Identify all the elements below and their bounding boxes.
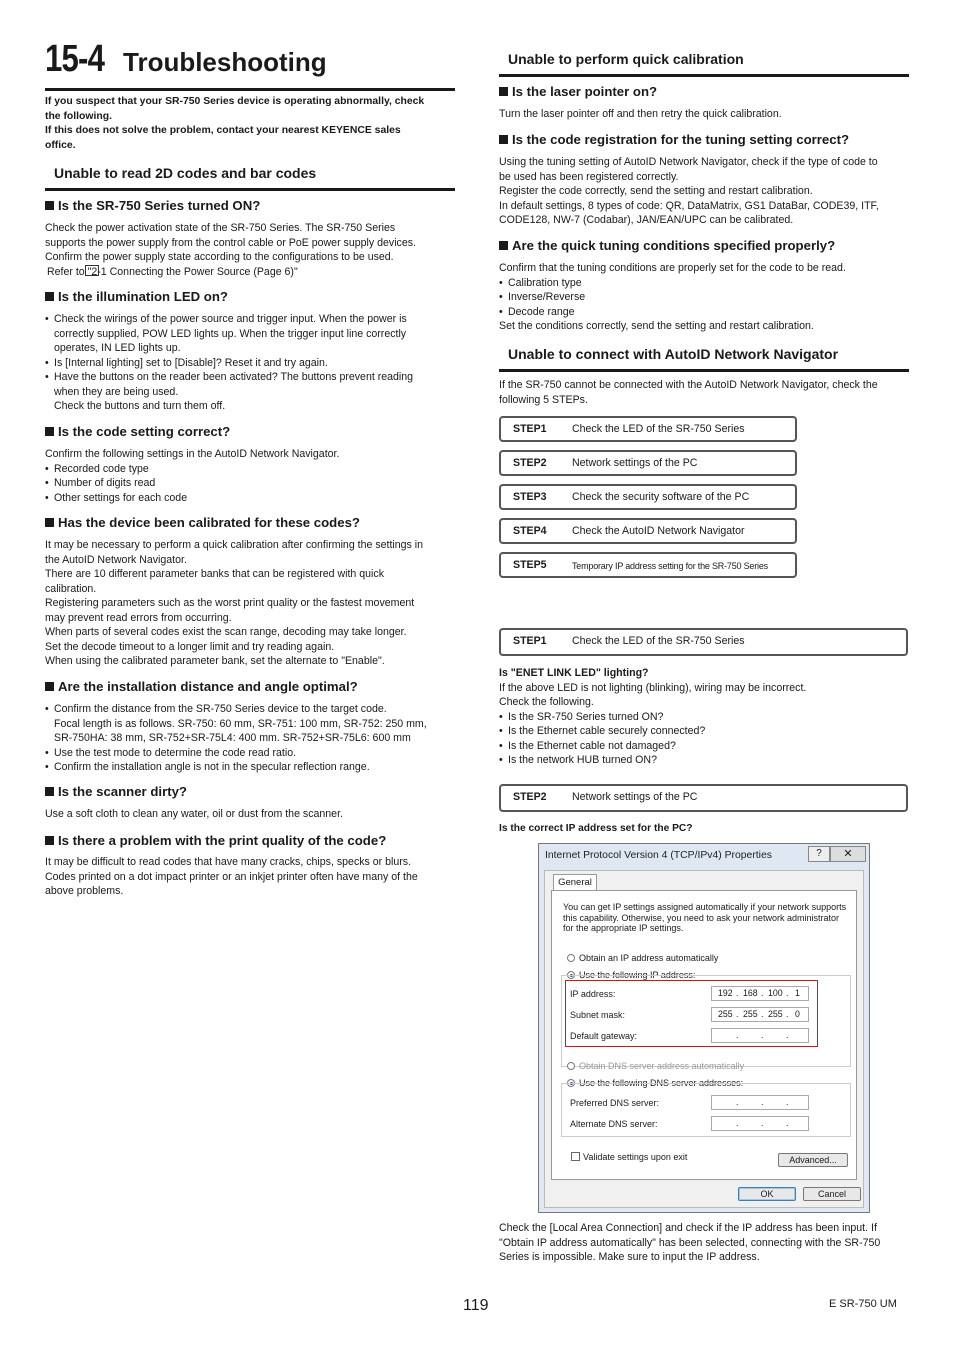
subnet-mask-field[interactable]: 255 . 255 . 255 . 0 — [711, 1007, 809, 1022]
square-bullet-icon — [45, 836, 54, 845]
step1-detail-text: Is "ENET LINK LED" lighting? If the above LED is not lighting (blinking), wiring may be incorrect. Check the following. • Is the SR-750 Series turned ON? • Is the Ethernet cable securely connected? • Is the Ethernet cable not damaged? • Is the network HUB turned ON? — [499, 666, 806, 768]
use-ip-radio[interactable]: Use the following IP address: — [567, 970, 695, 980]
help-icon[interactable]: ? — [808, 846, 830, 862]
answer-led: • Check the wirings of the power source and trigger input. When the power is correctly supplied, POW LED lights up. When the trigger input line correctly operates, IN LED lights up. • Is [Internal lighting] set to [Disable]? Reset it and try again. • Have the buttons on the reader been activated? The buttons prevent reading when they are being used. Check the buttons and turn them off. — [45, 312, 413, 414]
step2-detail-box: STEP2 Network settings of the PC — [499, 784, 908, 812]
chapter-number: 15-4 — [45, 38, 105, 80]
step-box-4: STEP4 Check the AutoID Network Navigator — [499, 518, 797, 544]
obtain-dns-radio[interactable]: Obtain DNS server address automatically — [567, 1061, 744, 1071]
section-title-read-codes: Unable to read 2D codes and bar codes — [45, 165, 455, 191]
question-laser-pointer: Is the laser pointer on? — [499, 84, 657, 99]
preferred-dns-label: Preferred DNS server: — [570, 1098, 660, 1108]
answer-code-registration: Using the tuning setting of AutoID Network Navigator, check if the type of code to be used has been registered correctly. Register the code correctly, send the setting and restart calibration. In default settings, 8 types of code: QR, DataMatrix, GS1 DataBar, CODE39, ITF, CODE128, NW-7 (Codabar), JAN/EAN/UPC can be calibrated. — [499, 156, 879, 226]
section-title-quick-calibration: Unable to perform quick calibration — [499, 51, 909, 77]
answer-power: Check the power activation state of the SR-750 Series. The SR-750 Series supports the power supply from the control cable or PoE power supply devices. Confirm the power supply state according to the configurations to be used. Refer to "2-1 Connecting the Power Source (Page 6)" — [45, 222, 416, 278]
obtain-ip-radio[interactable]: Obtain an IP address automatically — [567, 953, 718, 963]
question-dirty: Is the scanner dirty? — [45, 784, 187, 799]
question-calibration: Has the device been calibrated for these codes? — [45, 515, 360, 530]
answer-code-setting: Confirm the following settings in the AutoID Network Navigator. • Recorded code type • Number of digits read • Other settings for each code — [45, 447, 339, 505]
use-dns-radio[interactable]: Use the following DNS server addresses: — [567, 1078, 743, 1088]
question-code-registration: Is the code registration for the tuning setting correct? — [499, 132, 849, 147]
answer-print-quality: It may be difficult to read codes that have many cracks, chips, specks or blurs. Codes printed on a dot impact printer or an inkjet printer often have many of the above problems. — [45, 856, 418, 897]
alternate-dns-field[interactable]: . . . — [711, 1116, 809, 1131]
step1-detail-box: STEP1 Check the LED of the SR-750 Series — [499, 628, 908, 656]
dialog-title: Internet Protocol Version 4 (TCP/IPv4) Properties — [545, 850, 772, 861]
question-power: Is the SR-750 Series turned ON? — [45, 198, 260, 213]
ip-address-label: IP address: — [570, 989, 616, 999]
step2-heading: Is the correct IP address set for the PC? — [499, 823, 693, 834]
checkbox-icon — [571, 1152, 580, 1161]
question-led: Is the illumination LED on? — [45, 289, 228, 304]
default-gateway-label: Default gateway: — [570, 1031, 638, 1041]
alternate-dns-label: Alternate DNS server: — [570, 1119, 658, 1129]
page-ref-link[interactable]: Refer to "2-1 Connecting the Power Source (Page 6)" — [47, 265, 298, 278]
square-bullet-icon — [45, 518, 54, 527]
chapter-title: Troubleshooting — [123, 47, 327, 77]
ip-address-field[interactable]: 192 . 168 . 100 . 1 — [711, 986, 809, 1001]
cancel-button[interactable]: Cancel — [803, 1187, 861, 1201]
preferred-dns-field[interactable]: . . . — [711, 1095, 809, 1110]
intro-text: If you suspect that your SR-750 Series device is operating abnormally, check the following. If this does not solve the problem, contact your nearest KEYENCE sales office. — [45, 96, 425, 151]
question-distance-angle: Are the installation distance and angle optimal? — [45, 679, 358, 694]
answer-tuning-conditions: Confirm that the tuning conditions are properly set for the code to be read. • Calibration type • Inverse/Reverse • Decode range Set the conditions correctly, send the setting and restart calibration. — [499, 261, 846, 334]
tab-general[interactable]: General — [553, 874, 597, 891]
default-gateway-field[interactable]: . . . — [711, 1028, 809, 1043]
manual-reference: E SR-750 UM — [829, 1298, 897, 1310]
answer-calibration: It may be necessary to perform a quick calibration after confirming the settings in the AutoID Network Navigator. There are 10 different parameter banks that can be registered with quick calibration. Registering parameters such as the worst print quality or the fastest movement may prevent read errors from occurring. When parts of several codes exist the scan range, decoding may take longer. Set the decode timeout to a longer limit and try reading again. When using the calibrated parameter bank, set the alternate to "Enable". — [45, 539, 424, 667]
square-bullet-icon — [45, 427, 54, 436]
subnet-mask-label: Subnet mask: — [570, 1010, 626, 1020]
answer-distance-angle: • Confirm the distance from the SR-750 Series device to the target code. Focal length is as follows. SR-750: 60 mm, SR-751: 100 mm, SR-752: 250 mm, SR-750HA: 38 mm, SR-752+SR-75L4: 400 mm. SR-752+SR-75L6: 600 mm • Use the test mode to determine the code read ratio. • Confirm the installation angle is not in the specular reflection range. — [45, 702, 427, 775]
step-box-3: STEP3 Check the security software of the PC — [499, 484, 797, 510]
question-tuning-conditions: Are the quick tuning conditions specified properly? — [499, 238, 835, 253]
validate-checkbox[interactable]: Validate settings upon exit — [571, 1152, 687, 1162]
dialog-description: You can get IP settings assigned automatically if your network supports this capability. Otherwise, you need to ask your network administrator for the appropriate IP settings. — [563, 902, 847, 933]
step-box-1: STEP1 Check the LED of the SR-750 Series — [499, 416, 797, 442]
step-box-2: STEP2 Network settings of the PC — [499, 450, 797, 476]
section-title-connect-navigator: Unable to connect with AutoID Network Navigator — [499, 346, 909, 372]
dialog-body — [544, 870, 864, 1208]
connect-intro: If the SR-750 cannot be connected with the AutoID Network Navigator, check the following 5 STEPs. — [499, 379, 878, 406]
square-bullet-icon — [499, 135, 508, 144]
step-box-5: STEP5 Temporary IP address setting for the SR-750 Series — [499, 552, 797, 578]
radio-icon — [567, 954, 575, 962]
answer-laser-pointer: Turn the laser pointer off and then retry the quick calibration. — [499, 108, 782, 120]
square-bullet-icon — [499, 241, 508, 250]
question-code-setting: Is the code setting correct? — [45, 424, 230, 439]
square-bullet-icon — [45, 201, 54, 210]
tcpip-properties-dialog — [538, 843, 870, 1213]
answer-dirty: Use a soft cloth to clean any water, oil or dust from the scanner. — [45, 808, 343, 820]
square-bullet-icon — [45, 682, 54, 691]
square-bullet-icon — [45, 292, 54, 301]
square-bullet-icon — [499, 87, 508, 96]
ok-button[interactable]: OK — [738, 1187, 796, 1201]
page-number: 119 — [463, 1297, 489, 1314]
general-panel — [551, 890, 857, 1180]
square-bullet-icon — [45, 787, 54, 796]
closing-text: Check the [Local Area Connection] and check if the IP address has been input. If "Obtain IP address automatically" has been selected, connecting with the SR-750 Series is impossible. Make sure to input the IP address. — [499, 1222, 881, 1263]
question-print-quality: Is there a problem with the print quality of the code? — [45, 833, 386, 848]
radio-icon — [567, 1062, 575, 1070]
advanced-button[interactable]: Advanced... — [778, 1153, 848, 1167]
close-icon[interactable]: ✕ — [830, 846, 866, 862]
chapter-header — [45, 38, 455, 91]
